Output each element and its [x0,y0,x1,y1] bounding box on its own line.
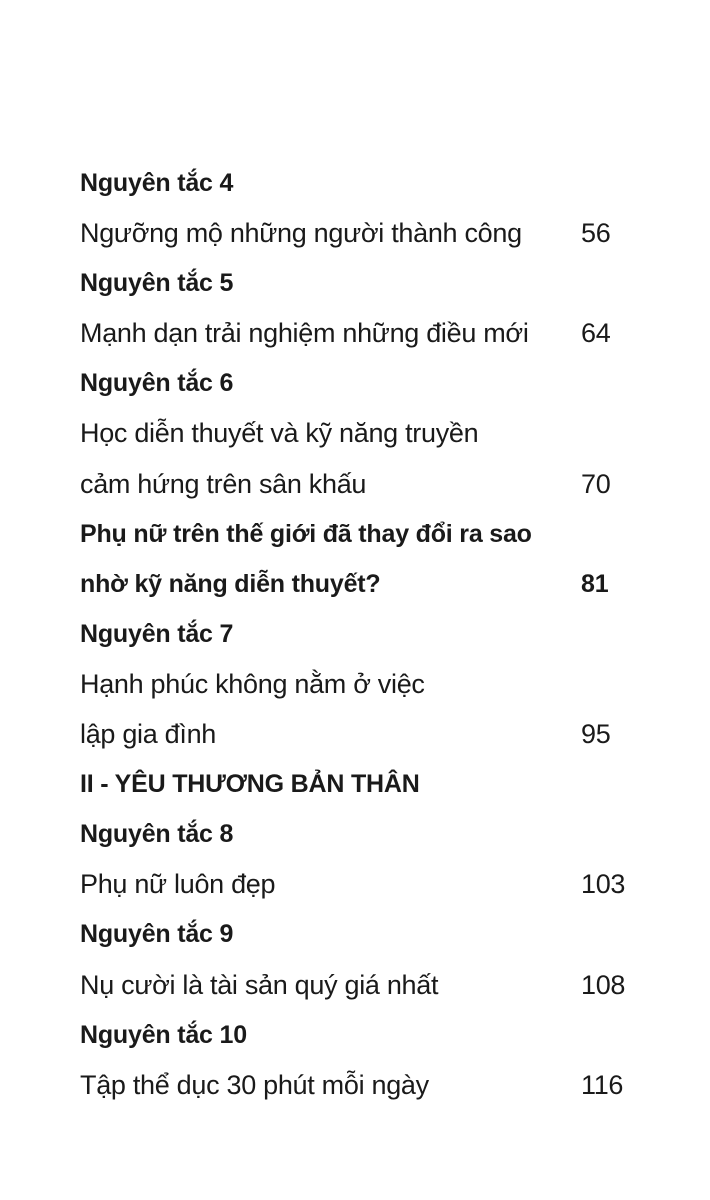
rule-9-heading: Nguyên tắc 9 [80,920,234,949]
rule-6-title-line-2: cảm hứng trên sân khấu [80,468,367,499]
rule-7-page-number: 95 [581,719,611,750]
rule-6-page-number: 70 [581,468,611,499]
rule-8-title: Phụ nữ luôn đẹp [80,869,276,900]
rule-4-page-number: 56 [581,218,611,249]
special-section-title-line-1: Phụ nữ trên thế giới đã thay đổi ra sao [80,519,532,548]
rule-10-page-number: 116 [581,1069,624,1100]
rule-10-heading: Nguyên tắc 10 [80,1020,247,1049]
rule-9-entry [80,960,640,1010]
rule-9-title: Nụ cười là tài sản quý giá nhất [80,969,439,1000]
rule-10-entry [80,1060,640,1110]
rule-6-entry [80,459,640,509]
part-2-heading: II - YÊU THƯƠNG BẢN THÂN [80,770,420,799]
rule-10-title: Tập thể dục 30 phút mỗi ngày [80,1069,429,1100]
special-section-entry [80,559,640,609]
rule-8-entry [80,859,640,909]
rule-5-page-number: 64 [581,318,611,349]
rule-4-title: Ngưỡng mộ những người thành công [80,218,522,249]
table-of-contents [80,158,640,1110]
special-section-title-line-2: nhờ kỹ năng diễn thuyết? [80,569,381,598]
rule-5-title: Mạnh dạn trải nghiệm những điều mới [80,318,529,349]
rule-8-heading: Nguyên tắc 8 [80,820,234,849]
rule-4-heading: Nguyên tắc 4 [80,169,234,197]
rule-7-heading: Nguyên tắc 7 [80,619,234,648]
rule-6-heading: Nguyên tắc 6 [80,369,234,398]
rule-8-page-number: 103 [581,869,626,900]
rule-5-entry [80,308,640,358]
special-section-page-number: 81 [581,569,609,598]
rule-9-page-number: 108 [581,969,626,1000]
rule-5-heading: Nguyên tắc 5 [80,269,234,298]
rule-7-entry [80,709,640,759]
rule-4-entry [80,208,640,258]
rule-7-title-line-1: Hạnh phúc không nằm ở việc [80,668,425,699]
rule-7-title-line-2: lập gia đình [80,719,217,750]
rule-6-title-line-1: Học diễn thuyết và kỹ năng truyền [80,418,479,449]
